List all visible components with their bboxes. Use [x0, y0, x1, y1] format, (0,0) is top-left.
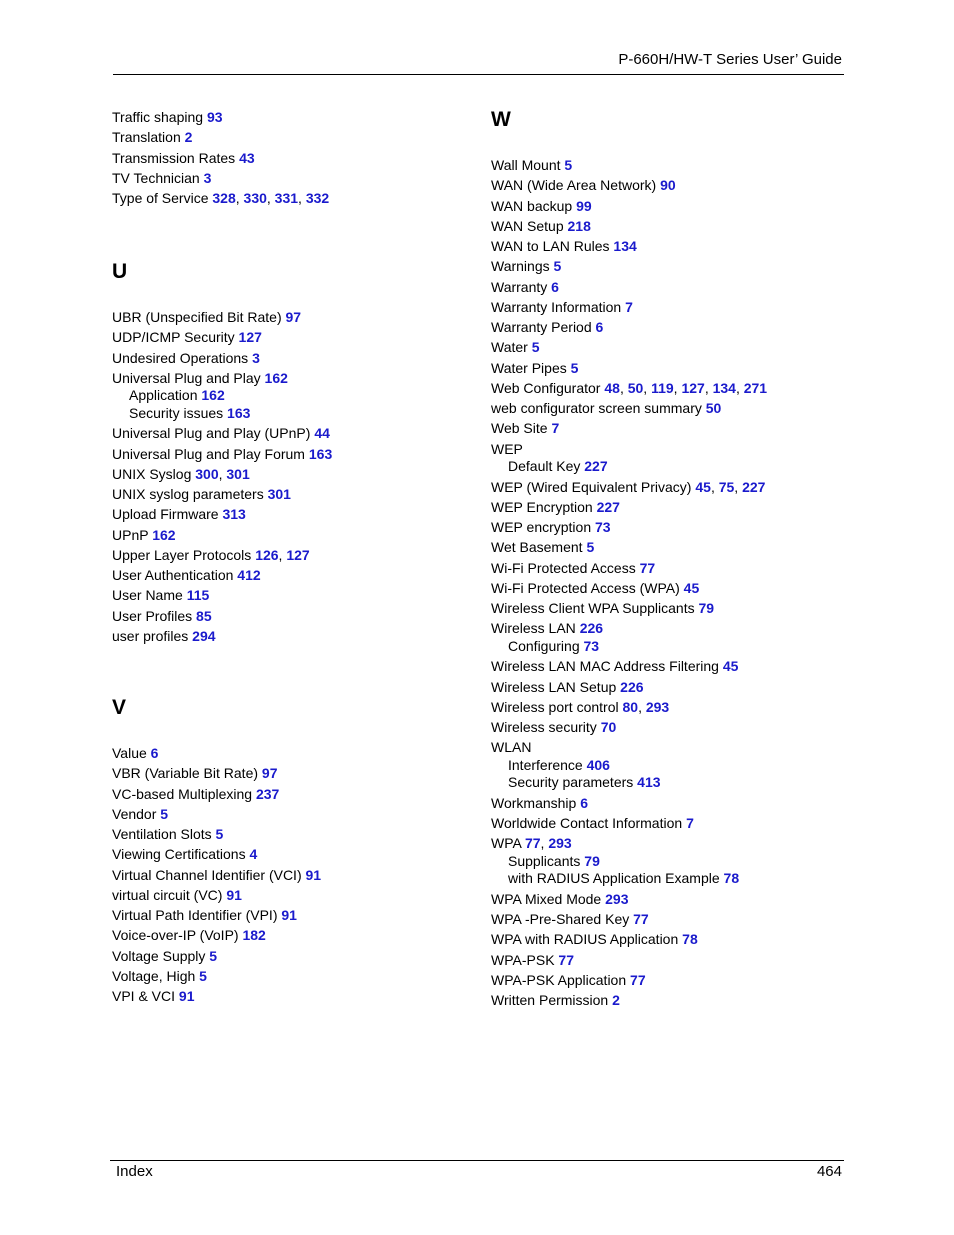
page-link[interactable]: 79 [584, 852, 600, 869]
entry-term: VC-based Multiplexing [112, 785, 256, 802]
page-link[interactable]: 226 [620, 678, 644, 695]
page-link[interactable]: 127 [286, 546, 310, 563]
index-entry [491, 993, 620, 1007]
page-separator: , [540, 835, 549, 852]
page-link[interactable]: 163 [227, 404, 251, 421]
page-link[interactable]: 50 [705, 400, 722, 416]
entry-term: User Authentication [112, 567, 238, 583]
page-link[interactable]: 97 [261, 765, 278, 782]
entry-term: WEP [491, 440, 523, 457]
entry-term: Voltage Supply [112, 947, 210, 964]
index-entry [491, 601, 714, 615]
index-entry [112, 487, 291, 501]
index-entry [491, 796, 588, 810]
page-link[interactable]: 162 [264, 369, 288, 386]
entry-term: Value [112, 745, 151, 761]
index-entry [112, 110, 223, 124]
index-entry [112, 847, 257, 861]
page-link[interactable]: 77 [630, 971, 646, 988]
page-link[interactable]: 79 [698, 600, 715, 616]
page-link[interactable]: 5 [160, 805, 169, 822]
entry-term: Interference [508, 756, 587, 773]
entry-term: Supplicants [508, 852, 585, 869]
page-link[interactable]: 4 [249, 846, 258, 863]
entry-term: User Profiles [112, 607, 197, 624]
entry-term: Web Site [491, 420, 552, 437]
page-separator: , [704, 379, 713, 396]
page-link[interactable]: 90 [660, 177, 676, 194]
page-link[interactable]: 70 [600, 719, 617, 735]
page-separator: , [734, 478, 743, 495]
entry-term: user profiles [112, 627, 193, 644]
entry-term: Translation [112, 129, 185, 146]
page-link[interactable]: 91 [226, 886, 242, 903]
page-link[interactable]: 5 [215, 826, 224, 842]
page-link[interactable]: 77 [558, 951, 574, 968]
index-entry [112, 827, 223, 841]
page-link[interactable]: 6 [150, 745, 159, 761]
page-link[interactable]: 45 [683, 579, 700, 596]
entry-term: Viewing Certifications [112, 846, 250, 863]
entry-term: Wireless security [491, 719, 601, 735]
entry-term: WAN backup [491, 197, 577, 214]
page-link[interactable]: 50 [627, 379, 644, 396]
entry-term: Water Pipes [491, 359, 571, 376]
index-entry [491, 720, 616, 734]
page-link[interactable]: 328 [212, 190, 236, 206]
entry-term: WAN to LAN Rules [491, 238, 614, 254]
page-link[interactable]: 2 [612, 992, 620, 1008]
index-entry [112, 447, 332, 461]
index-entry [112, 868, 321, 882]
index-entry [112, 989, 195, 1003]
entry-term: Wi-Fi Protected Access [491, 559, 640, 576]
page-link[interactable]: 413 [637, 774, 661, 791]
index-entry [491, 561, 655, 575]
index-entry [491, 500, 620, 514]
index-entry [112, 548, 310, 562]
page-link[interactable]: 5 [586, 539, 595, 556]
page-link[interactable]: 2 [184, 129, 193, 146]
page-link[interactable]: 73 [595, 519, 611, 535]
page-link[interactable]: 99 [576, 197, 592, 214]
index-entry [112, 467, 250, 481]
index-entry [491, 401, 721, 415]
page-link[interactable]: 406 [586, 756, 610, 773]
index-entry [491, 932, 698, 946]
footer-section: Index [116, 1163, 153, 1180]
page-link[interactable]: 6 [551, 278, 559, 295]
page-separator: , [643, 379, 652, 396]
index-entry [112, 151, 255, 165]
entry-term: Web Configurator [491, 379, 605, 396]
entry-term: UBR (Unspecified Bit Rate) [112, 309, 286, 325]
page-link[interactable]: 127 [238, 329, 262, 346]
page-link[interactable]: 45 [722, 658, 739, 675]
entry-term: Configuring [508, 637, 584, 654]
index-entry [491, 892, 628, 906]
page-link[interactable]: 293 [548, 835, 572, 852]
page-link[interactable]: 218 [567, 217, 591, 234]
page-link[interactable]: 412 [237, 567, 261, 583]
entry-term: Security issues [129, 404, 228, 421]
entry-term: WPA Mixed Mode [491, 890, 606, 907]
index-entry [491, 219, 591, 233]
entry-term: Virtual Path Identifier (VPI) [112, 907, 282, 923]
index-entry [112, 426, 330, 440]
index-subentry [112, 388, 225, 402]
index-entry [491, 361, 578, 375]
entry-term: Universal Plug and Play (UPnP) [112, 425, 315, 442]
index-entry [491, 158, 572, 172]
index-entry [112, 507, 246, 521]
entry-term: UNIX Syslog [112, 465, 196, 482]
entry-term: Upper Layer Protocols [112, 546, 256, 563]
page-link[interactable]: 5 [209, 947, 218, 964]
entry-term: WPA -Pre-Shared Key [491, 911, 634, 927]
page-link[interactable]: 77 [524, 835, 541, 852]
page-link[interactable]: 301 [267, 486, 291, 502]
page-link[interactable]: 301 [226, 465, 250, 482]
entry-term: UPnP [112, 526, 153, 543]
index-entry [112, 949, 217, 963]
index-entry [112, 528, 176, 542]
entry-term: Voltage, High [112, 967, 200, 984]
section-letter-v: V [112, 696, 127, 719]
index-entry [491, 659, 738, 673]
page-separator: , [735, 379, 744, 396]
page-link[interactable]: 91 [178, 988, 195, 1004]
page-link[interactable]: 313 [222, 506, 246, 523]
page-link[interactable]: 91 [305, 866, 322, 883]
index-subentry [491, 758, 610, 772]
page-link[interactable]: 43 [239, 149, 255, 166]
page-link[interactable]: 5 [570, 359, 579, 376]
page-link[interactable]: 227 [584, 458, 608, 474]
page-footer [110, 1160, 844, 1185]
page-link[interactable]: 134 [613, 238, 637, 254]
index-entry [491, 816, 694, 830]
index-entry [491, 442, 523, 456]
index-entry [491, 836, 572, 850]
entry-term: Virtual Channel Identifier (VCI) [112, 866, 306, 883]
index-entry [491, 740, 531, 754]
entry-term: Application [129, 387, 202, 404]
entry-term: web configurator screen summary [491, 400, 706, 416]
index-entry [112, 371, 288, 385]
index-entry [112, 171, 211, 185]
index-subentry [491, 871, 739, 885]
index-subentry [491, 775, 661, 789]
page-link[interactable]: 332 [305, 190, 330, 206]
index-entry [491, 953, 574, 967]
page-link[interactable]: 7 [686, 815, 694, 831]
entry-term: virtual circuit (VC) [112, 886, 227, 903]
page-link[interactable]: 78 [723, 870, 740, 887]
entry-term: WPA-PSK [491, 951, 559, 968]
page-link[interactable]: 127 [681, 379, 705, 396]
page-link[interactable]: 134 [712, 379, 736, 396]
entry-term: WEP (Wired Equivalent Privacy) [491, 478, 696, 495]
entry-term: Warranty Information [491, 298, 626, 315]
page-link[interactable]: 162 [152, 526, 176, 543]
page-link[interactable]: 6 [595, 319, 604, 335]
page-link[interactable]: 5 [531, 339, 540, 356]
entry-term: Voice-over-IP (VoIP) [112, 927, 243, 944]
index-entry [491, 239, 637, 253]
entry-term: Security parameters [508, 774, 638, 791]
index-entry [112, 568, 261, 582]
page-separator: , [266, 190, 275, 206]
entry-term: Undesired Operations [112, 349, 253, 366]
entry-term: Wireless LAN Setup [491, 678, 621, 695]
page-link[interactable]: 45 [695, 478, 711, 495]
index-entry [112, 766, 277, 780]
page-link[interactable]: 5 [553, 258, 562, 275]
page-link[interactable]: 271 [743, 379, 768, 396]
index-entry [491, 280, 559, 294]
index-entry [112, 908, 297, 922]
entry-term: Wireless port control [491, 698, 623, 715]
index-entry [112, 928, 266, 942]
entry-term: Traffic shaping [112, 109, 207, 125]
entry-term: Transmission Rates [112, 149, 240, 166]
entry-term: UDP/ICMP Security [112, 329, 239, 346]
index-entry [112, 191, 329, 205]
index-subentry [491, 459, 608, 473]
page-link[interactable]: 80 [622, 698, 639, 715]
entry-term: Warranty Period [491, 319, 596, 335]
page-separator: , [235, 190, 244, 206]
index-entry [491, 320, 603, 334]
index-entry [491, 973, 646, 987]
index-entry [491, 480, 765, 494]
page-link[interactable]: 7 [625, 298, 633, 315]
entry-term: Upload Firmware [112, 506, 223, 523]
entry-term: Default Key [508, 458, 585, 474]
entry-term: WPA with RADIUS Application [491, 931, 683, 948]
page-link[interactable]: 7 [551, 420, 560, 437]
entry-term: Written Permission [491, 992, 613, 1008]
index-entry [491, 421, 559, 435]
index-entry [491, 912, 649, 926]
entry-term: Wireless Client WPA Supplicants [491, 600, 699, 616]
page-link[interactable]: 44 [314, 425, 330, 442]
entry-term: WAN (Wide Area Network) [491, 177, 661, 194]
page-link[interactable]: 5 [564, 157, 573, 173]
index-entry [112, 310, 301, 324]
entry-term: Workmanship [491, 794, 581, 811]
page-separator: , [298, 190, 306, 206]
section-letter-u: U [112, 260, 128, 283]
page-link[interactable]: 300 [195, 465, 219, 482]
index-entry [491, 581, 699, 595]
entry-term: WPA [491, 835, 525, 852]
index-entry [112, 130, 192, 144]
index-entry [491, 199, 592, 213]
page-link[interactable]: 227 [742, 478, 766, 495]
page-link[interactable]: 227 [596, 498, 620, 515]
entry-term: Warnings [491, 258, 554, 275]
entry-term: Vendor [112, 805, 161, 822]
index-entry [112, 746, 158, 760]
entry-term: WAN Setup [491, 217, 568, 234]
index-entry [491, 381, 767, 395]
page-link[interactable]: 182 [242, 927, 266, 944]
page-link[interactable]: 162 [201, 387, 225, 404]
page-separator: , [673, 379, 682, 396]
page-separator: , [278, 546, 287, 563]
entry-term: Ventilation Slots [112, 826, 216, 842]
page-link[interactable]: 93 [206, 109, 223, 125]
page-link[interactable]: 331 [274, 190, 299, 206]
entry-term: Type of Service [112, 190, 213, 206]
index-entry [491, 680, 644, 694]
entry-term: with RADIUS Application Example [508, 870, 724, 887]
entry-term: Wireless LAN [491, 620, 580, 637]
section-letter-w: W [491, 108, 511, 131]
entry-term: WLAN [491, 739, 532, 756]
index-entry [112, 969, 207, 983]
page-link[interactable]: 115 [186, 587, 210, 604]
index-entry [112, 787, 279, 801]
index-entry [112, 807, 168, 821]
entry-term: WEP Encryption [491, 498, 597, 515]
entry-term: WPA-PSK Application [491, 971, 631, 988]
page-link[interactable]: 126 [255, 546, 279, 563]
entry-term: Universal Plug and Play [112, 369, 265, 386]
page-link[interactable]: 293 [605, 890, 629, 907]
page-separator: , [638, 698, 646, 715]
entry-term: TV Technician [112, 169, 204, 186]
page-link[interactable]: 330 [243, 190, 267, 206]
page-link[interactable]: 226 [579, 620, 604, 637]
page-link[interactable]: 78 [682, 931, 698, 948]
page-link[interactable]: 3 [252, 349, 260, 366]
entry-term: VPI & VCI [112, 988, 179, 1004]
index-entry [112, 629, 216, 643]
page-link[interactable]: 3 [203, 169, 212, 186]
index-entry [491, 540, 594, 554]
index-entry [112, 330, 262, 344]
index-entry [491, 621, 603, 635]
entry-term: Wet Basement [491, 539, 587, 556]
page-link[interactable]: 48 [604, 379, 620, 396]
page-link[interactable]: 85 [196, 607, 212, 624]
index-entry [491, 520, 611, 534]
page-link[interactable]: 73 [583, 637, 600, 654]
entry-term: Wireless LAN MAC Address Filtering [491, 658, 723, 675]
index-entry [112, 888, 242, 902]
index-subentry [491, 639, 599, 653]
index-entry [112, 351, 260, 365]
entry-term: UNIX syslog parameters [112, 486, 268, 502]
index-entry [491, 340, 540, 354]
entry-term: Warranty [491, 278, 552, 295]
page-separator: , [218, 465, 227, 482]
entry-term: WEP encryption [491, 519, 596, 535]
entry-term: Wi-Fi Protected Access (WPA) [491, 579, 684, 596]
entry-term: Worldwide Contact Information [491, 815, 687, 831]
page-link[interactable]: 294 [192, 627, 216, 644]
page-link[interactable]: 77 [633, 911, 649, 927]
page-link[interactable]: 91 [281, 907, 297, 923]
index-entry [491, 300, 633, 314]
page-separator: , [619, 379, 628, 396]
page-link[interactable]: 6 [580, 794, 589, 811]
entry-term: Universal Plug and Play Forum [112, 445, 309, 462]
page-link[interactable]: 77 [639, 559, 656, 576]
page-link[interactable]: 97 [285, 309, 302, 325]
page-link[interactable]: 293 [645, 698, 670, 715]
index-entry [491, 178, 676, 192]
index-entry [491, 259, 561, 273]
entry-term: User Name [112, 587, 187, 604]
entry-term: VBR (Variable Bit Rate) [112, 765, 262, 782]
page-link[interactable]: 5 [199, 967, 207, 984]
guide-title: P-660H/HW-T Series User’ Guide [618, 51, 842, 68]
index-entry [112, 609, 212, 623]
page-separator: , [710, 478, 719, 495]
index-entry [112, 588, 209, 602]
index-entry [491, 700, 669, 714]
page-number: 464 [816, 1163, 842, 1180]
page-link[interactable]: 237 [255, 785, 280, 802]
entry-term: Water [491, 339, 532, 356]
index-subentry [491, 854, 600, 868]
page-header [113, 49, 844, 75]
page-link[interactable]: 119 [651, 379, 674, 396]
index-subentry [112, 406, 250, 420]
page-link[interactable]: 163 [308, 445, 333, 462]
page-link[interactable]: 75 [718, 478, 735, 495]
entry-term: Wall Mount [491, 157, 565, 173]
